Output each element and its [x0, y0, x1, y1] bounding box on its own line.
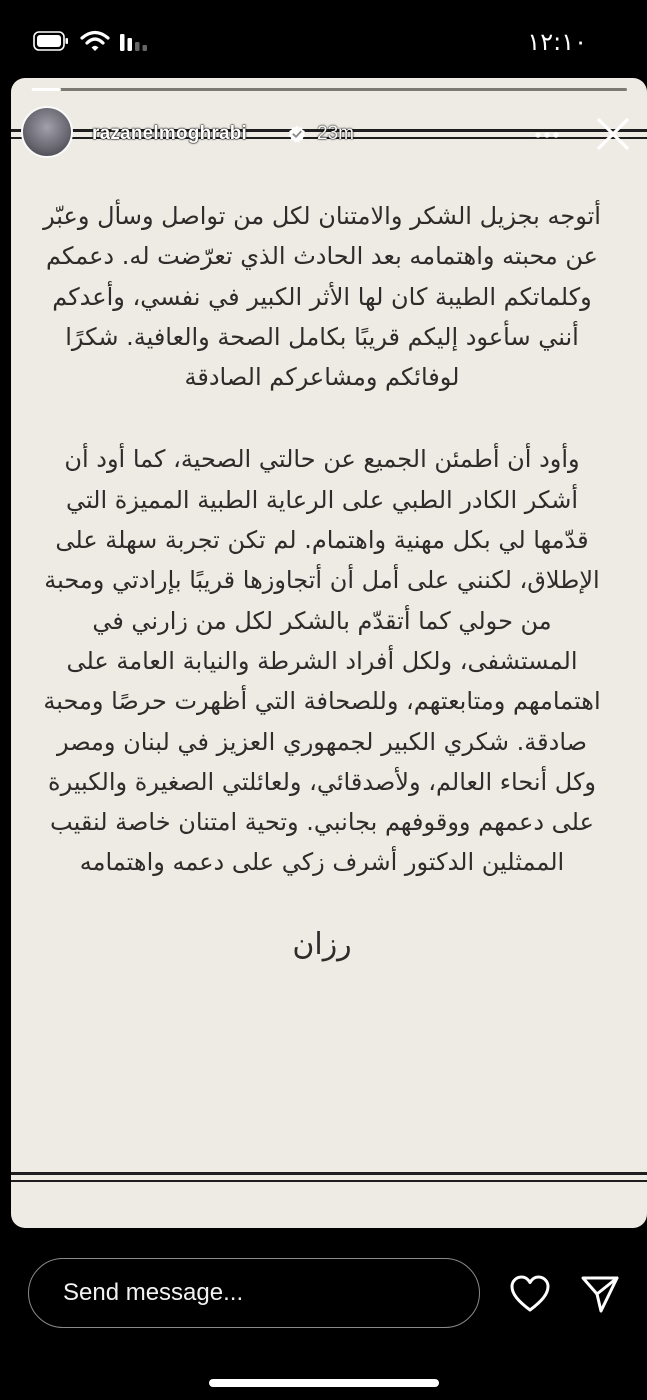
- paragraph-spacer: [37, 397, 607, 439]
- home-indicator[interactable]: [209, 1379, 439, 1387]
- status-time: ١٢:١٠: [527, 28, 587, 56]
- story-timestamp: 23m: [317, 123, 354, 144]
- story-progress-bar: [31, 88, 627, 91]
- story-text: [37, 196, 607, 965]
- send-message-input[interactable]: [28, 1258, 480, 1328]
- close-icon[interactable]: [596, 117, 630, 151]
- message-paragraph-2: وأود أن أطمئن الجميع عن حالتي الصحية، كما أود أن أشكر الكادر الطبي على الرعاية الطبية المميزة التي قدّمها لي بكل مهنية واهتمام. لم تكن تجربة سهلة على الإطلاق، لكنني على أمل أن أتجاوزها قريبًا بإرادتي ومحبة من حولي كما أتقدّم بالشكر لكل من زارني في المستشفى، ولكل أفراد الشرطة والنيابة العامة على اهتمامهم ومتابعتهم، وللصحافة التي أظهرت حرصًا ومحبة صادقة. شكري الكبير لجمهوري العزيز في لبنان ومصر وكل أنحاء العالم، ولأصدقائي، ولعائلتي الصغيرة والكبيرة على دعمهم ووقوفهم بجانبي. وتحية امتنان خاصة لنقيب الممثلين الدكتور أشرف زكي على دعمه واهتمامه: [43, 445, 601, 877]
- send-icon[interactable]: [580, 1274, 620, 1314]
- more-options-icon[interactable]: [535, 132, 559, 138]
- story-progress-fill: [31, 88, 61, 91]
- message-paragraph-1: أتوجه بجزيل الشكر والامتنان لكل من تواصل وسأل وعبّر عن محبته واهتمامه بعد الحادث الذي تعرّضت له. دعمكم وكلماتكم الطيبة كان لها الأثر الكبير في نفسي، وأعدكم أنني سأعود إليكم قريبًا بكامل الصحة والعافية. شكرًا لوفائكم ومشاعركم الصادقة: [43, 202, 601, 392]
- story-card[interactable]: [11, 78, 647, 1228]
- verified-badge-icon: [288, 125, 306, 143]
- frame-line-bottom: [11, 1172, 647, 1175]
- heart-icon[interactable]: [510, 1275, 550, 1313]
- status-bar: [0, 0, 647, 80]
- frame-line-bottom-inner: [11, 1180, 647, 1182]
- wifi-icon: [80, 29, 110, 53]
- battery-icon: [33, 31, 69, 51]
- avatar[interactable]: [21, 106, 73, 158]
- signal-icon: [120, 31, 150, 51]
- signature: رزان: [292, 926, 352, 962]
- username[interactable]: razanelmoghrabi: [92, 123, 248, 144]
